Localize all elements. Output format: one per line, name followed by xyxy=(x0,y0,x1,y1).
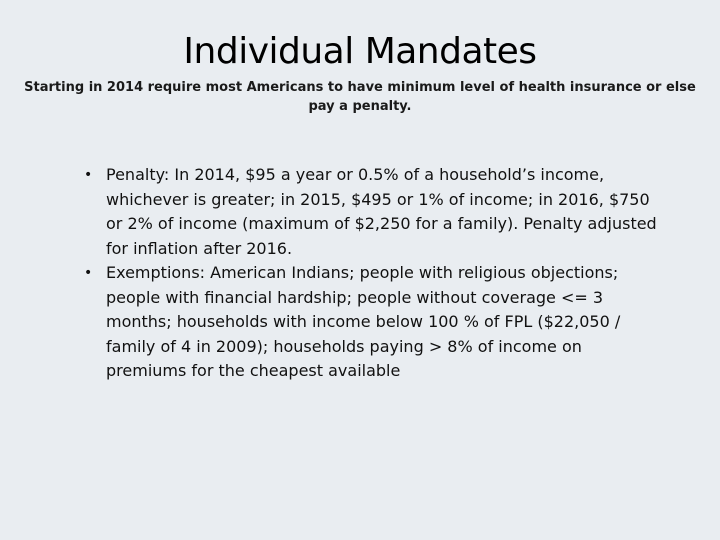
bullet-text: Exemptions: American Indians; people with religious objections; people with financial hardship; people without coverage <= 3 months; households with income below 100 % of FPL ($22,050 / family of 4 in 2009); households paying > 8% of income on premiums for the cheapest available xyxy=(106,263,621,380)
bullet-icon: • xyxy=(84,167,93,183)
bullet-item-exemptions xyxy=(82,261,662,384)
bullet-text: Penalty: In 2014, $95 a year or 0.5% of a household’s income, whichever is greater; in 2015, $495 or 1% of income; in 2016, $750 or 2% of income (maximum of $2,250 for a family). Penalty adjusted for inflation after 2016. xyxy=(106,165,657,258)
slide-title: Individual Mandates xyxy=(183,31,537,72)
slide-subtitle: Starting in 2014 require most Americans to have minimum level of health insurance or else pay a penalty. xyxy=(24,80,696,114)
bullet-icon: • xyxy=(84,265,93,281)
bullet-item-penalty xyxy=(82,163,662,261)
bullet-list xyxy=(82,163,662,384)
